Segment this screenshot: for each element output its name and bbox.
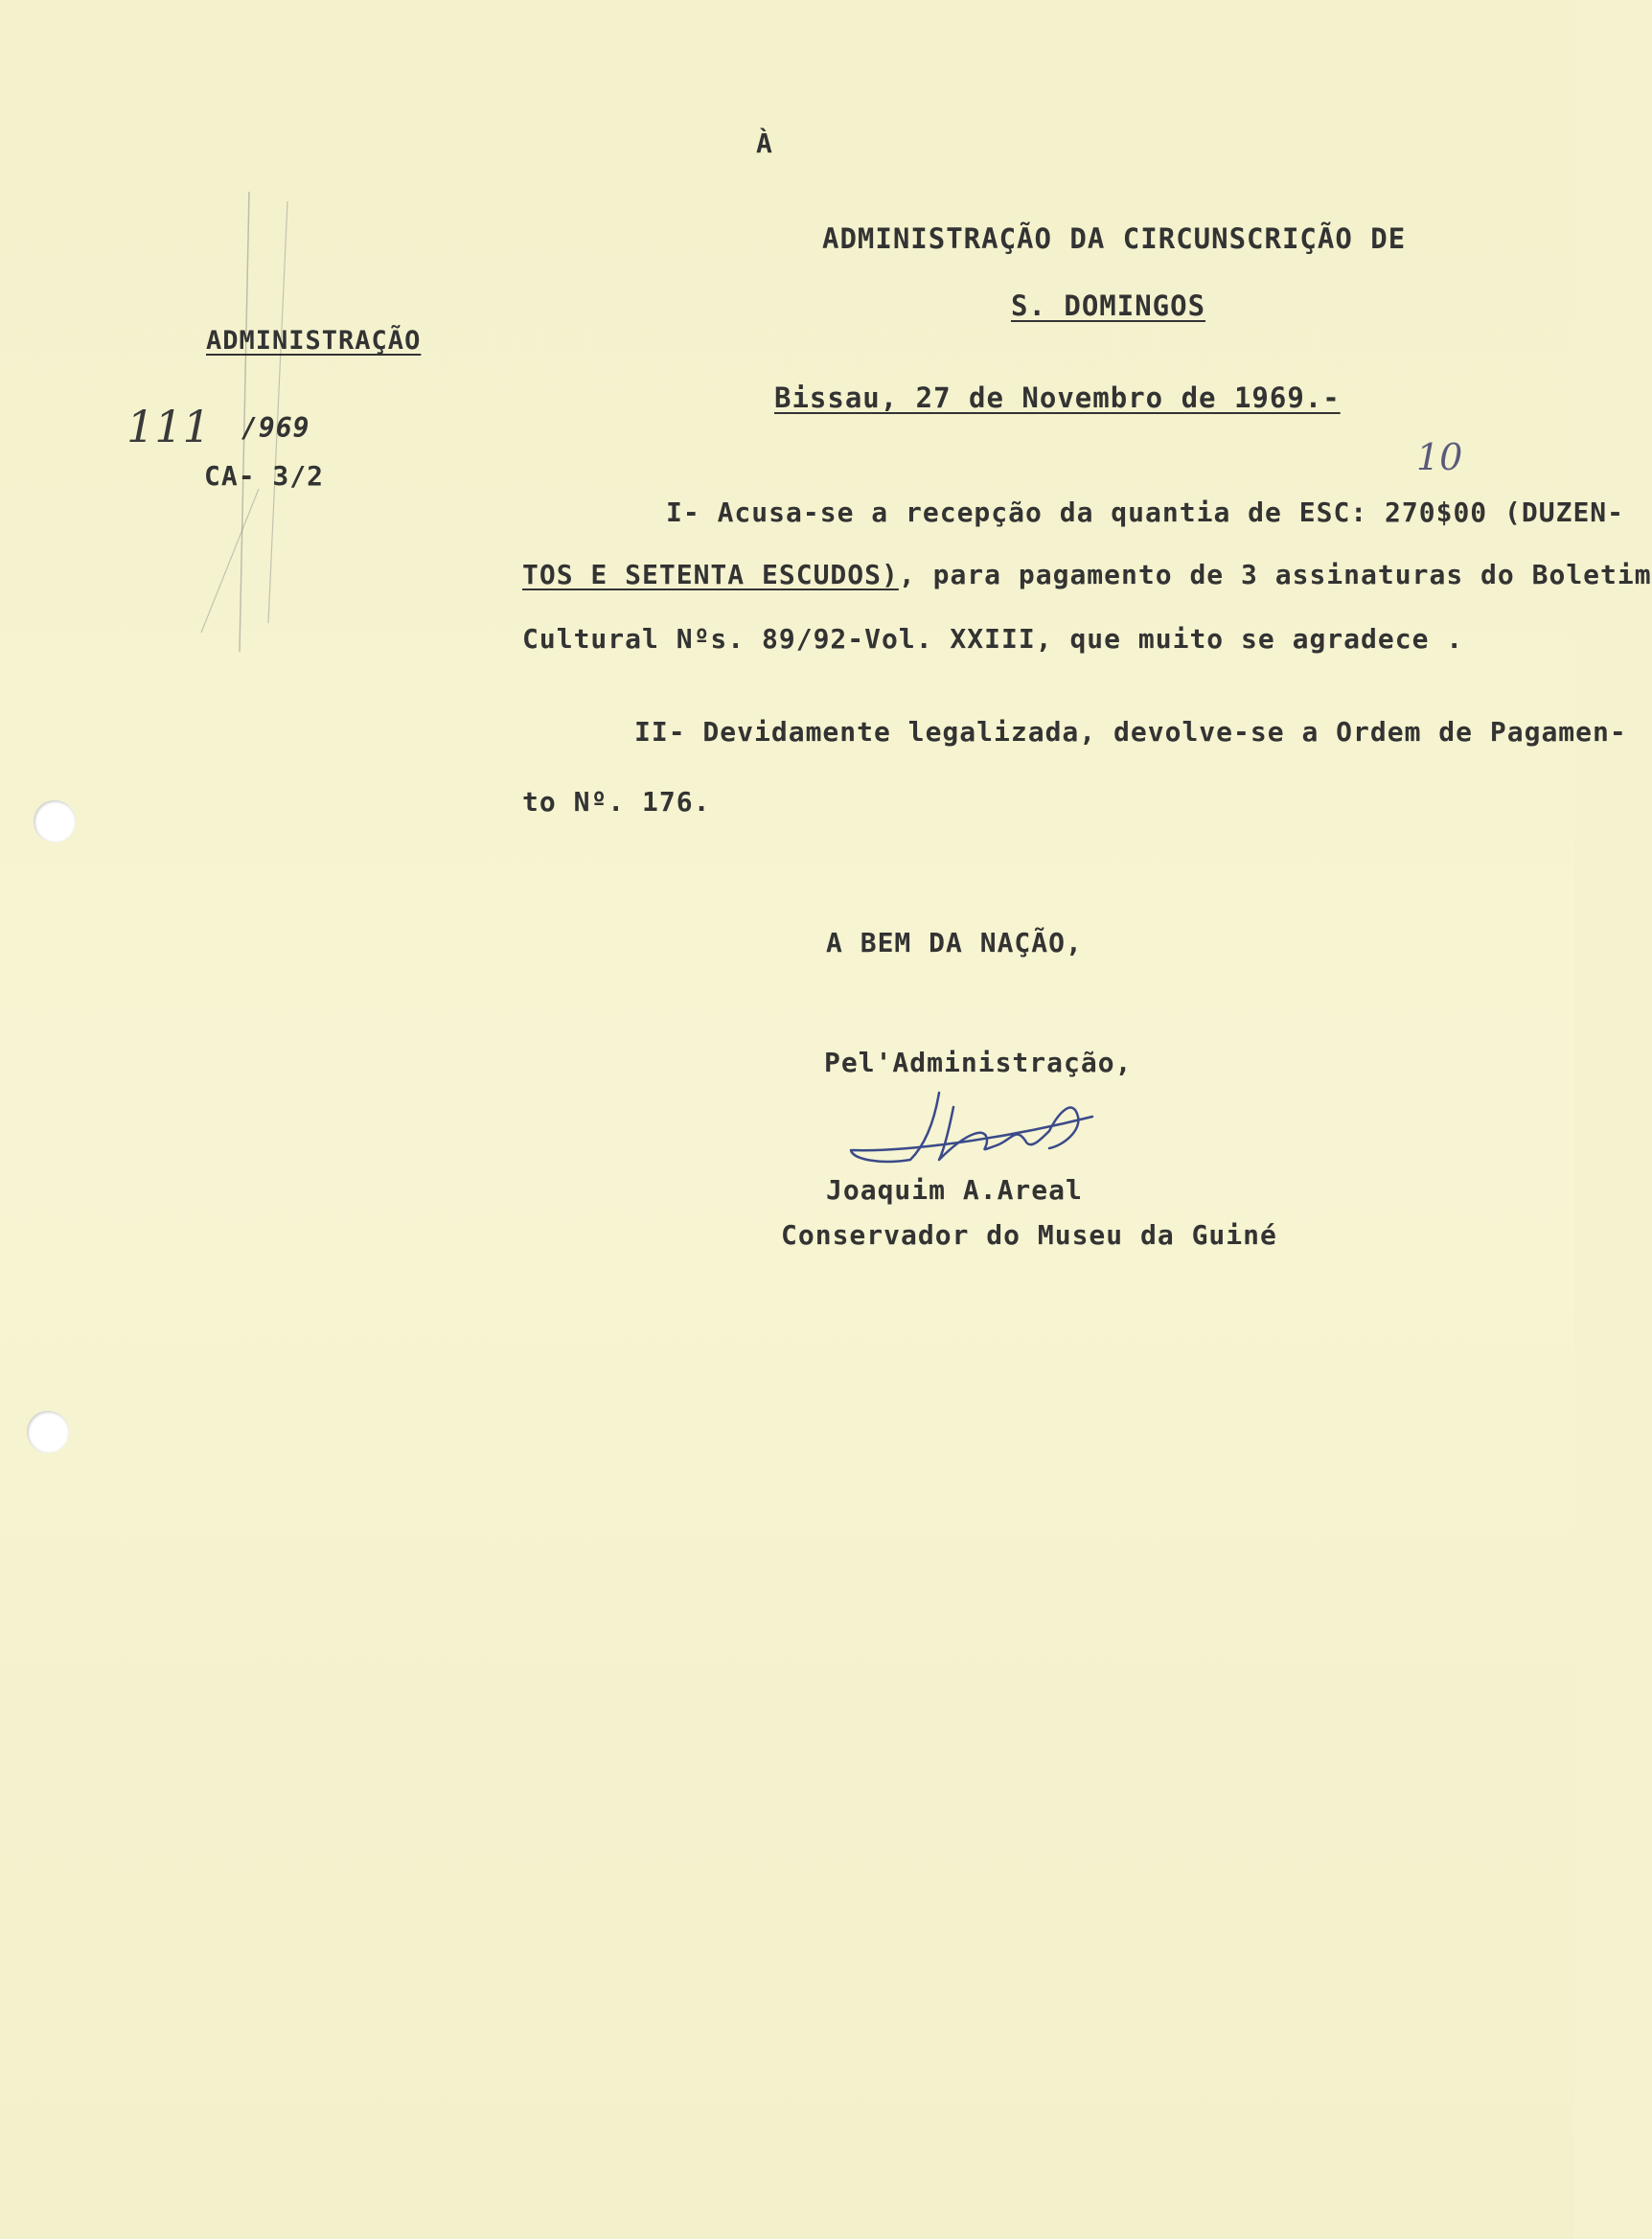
punch-hole-top — [34, 800, 76, 843]
reference-year: /969 — [241, 412, 310, 444]
body-paragraph-2-line-1: II- Devidamente legalizada, devolve-se a Ordem de Pagamen- — [634, 716, 1627, 748]
addressee-line-1: ADMINISTRAÇÃO DA CIRCUNSCRIÇÃO DE — [822, 222, 1407, 255]
stamp-mark: À — [756, 127, 773, 159]
signature-on-behalf: Pel'Administração, — [824, 1047, 1133, 1078]
closing-salutation: A BEM DA NAÇÃO, — [826, 927, 1083, 958]
date-line: Bissau, 27 de Novembro de 1969.- — [774, 381, 1341, 414]
body-paragraph-1-line-3: Cultural Nºs. 89/92-Vol. XXIII, que muito se agradece . — [522, 623, 1464, 655]
addressee-line-2: S. DOMINGOS — [1011, 289, 1206, 322]
body-paragraph-1-line-1: I- Acusa-se a recepção da quantia de ESC: 270$00 (DUZEN- — [666, 496, 1625, 528]
amount-in-words: TOS E SETENTA ESCUDOS) — [522, 559, 899, 590]
body-paragraph-2-line-2: to Nº. 176. — [522, 786, 711, 818]
punch-hole-bottom — [27, 1411, 69, 1453]
reference-code: CA- 3/2 — [204, 460, 325, 492]
signatory-name: Joaquim A.Areal — [826, 1174, 1083, 1206]
body-paragraph-1-line-2-rest: , para pagamento de 3 assinaturas do Boletim — [898, 559, 1652, 590]
signatory-title: Conservador do Museu da Guiné — [781, 1219, 1277, 1251]
department-label: ADMINISTRAÇÃO — [206, 326, 422, 356]
body-paragraph-1-line-2 — [522, 559, 1652, 590]
handwritten-mark: 10 — [1416, 436, 1463, 478]
reference-handwritten-number: 111 — [126, 401, 211, 452]
handwritten-signature — [843, 1073, 1131, 1179]
